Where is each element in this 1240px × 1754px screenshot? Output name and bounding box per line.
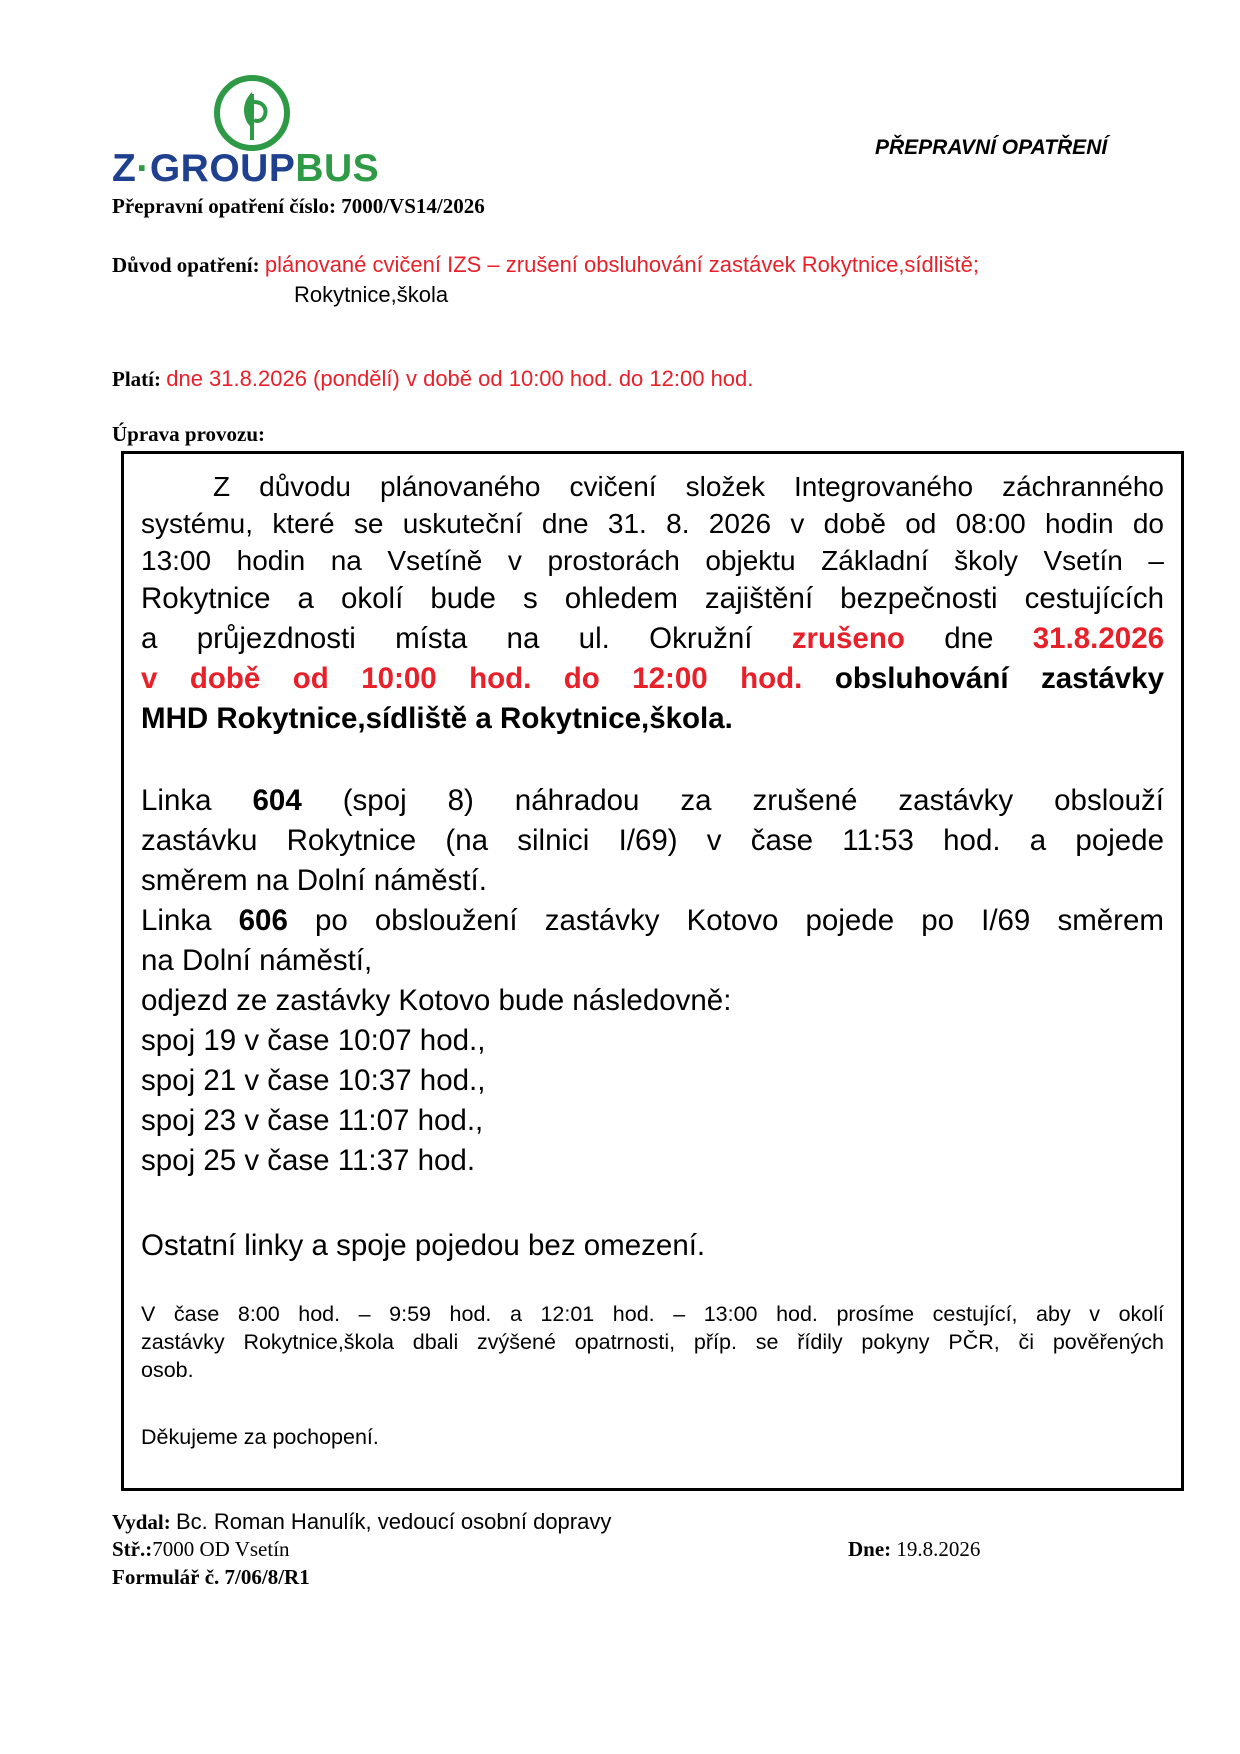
company-logo-icon (213, 74, 291, 152)
note-line3: osob. (141, 1358, 194, 1382)
valid-label: Platí: (112, 367, 161, 391)
line-number-604: 604 (252, 784, 302, 817)
para2-line4 (141, 901, 1164, 941)
para2-line1 (141, 781, 1164, 821)
issued-by-value: Bc. Roman Hanulík, vedoucí osobní dopravy (176, 1509, 612, 1534)
traffic-change-label: Úprava provozu: (112, 422, 266, 446)
center-line (112, 1537, 290, 1562)
notice-paragraph-1 (141, 468, 1164, 739)
notice-note (141, 1300, 1164, 1384)
para2-line1-rest: (spoj 8) náhradou za zrušené zastávky obslouží (342, 784, 1165, 817)
line-word-1: Linka (141, 784, 212, 817)
para2-line6: odjezd ze zastávky Kotovo bude následovně: (141, 984, 732, 1017)
note-line1: V čase 8:00 hod. – 9:59 hod. a 12:01 hod. – 13:00 hod. prosíme cestující, aby v okolí (141, 1302, 1164, 1326)
center-value: 7000 OD Vsetín (152, 1537, 290, 1561)
note-line2: zastávky Rokytnice,škola dbali zvýšené opatrnosti, příp. se řídily pokyny PČR, či pověřených (141, 1330, 1164, 1354)
valid-line (112, 366, 753, 392)
para1-line3: 13:00 hodin na Vsetíně v prostorách objektu Základní školy Vsetín – (141, 545, 1164, 576)
notice-box (121, 451, 1184, 1491)
para2-line2: zastávku Rokytnice (na silnici I/69) v čase 11:53 hod. a pojede (141, 824, 1164, 857)
issued-by-label: Vydal: (112, 1510, 171, 1534)
issued-by-line (112, 1509, 611, 1535)
form-number: Formulář č. 7/06/8/R1 (112, 1565, 310, 1589)
para1-line4: Rokytnice a okolí bude s ohledem zajištění bezpečnosti cestujících (141, 582, 1164, 615)
line-number-606: 606 (238, 904, 288, 937)
company-logo-wordmark (112, 149, 379, 188)
cancelled-time-range: v době od 10:00 hod. do 12:00 hod. (141, 662, 803, 695)
para2-line5: na Dolní náměstí, (141, 944, 373, 977)
para1-line6-rest: obsluhování zastávky (834, 662, 1164, 695)
thanks-text: Děkujeme za pochopení. (141, 1425, 379, 1449)
para1-line6 (141, 659, 1164, 699)
reason-line (112, 252, 979, 278)
trip-item: spoj 23 v čase 11:07 hod., (141, 1104, 484, 1137)
para1-line2: systému, které se uskuteční dne 31. 8. 2026 v době od 08:00 hodin do (141, 508, 1164, 539)
cancelled-word: zrušeno (791, 622, 905, 655)
reason-text-line1: plánované cvičení IZS – zrušení obsluhování zastávek Rokytnice,sídliště; (264, 252, 980, 277)
notice-paragraph-2 (141, 781, 1164, 1181)
para1-line5 (141, 619, 1164, 659)
para2-line3: směrem na Dolní náměstí. (141, 864, 487, 897)
date-label: Dne: (848, 1537, 892, 1561)
para1-line7: MHD Rokytnice,sídliště a Rokytnice,škola. (141, 702, 733, 735)
trip-item: spoj 25 v čase 11:37 hod. (141, 1144, 476, 1177)
logo-bus: BUS (295, 147, 380, 190)
para1-line5-text: a průjezdnosti místa na ul. Okružní (141, 622, 753, 655)
date-value: 19.8.2026 (896, 1537, 981, 1561)
trip-item: spoj 21 v čase 10:37 hod., (141, 1064, 486, 1097)
para2-line4-rest: po obsloužení zastávky Kotovo pojede po I/69 směrem (314, 904, 1164, 937)
line-word-2: Linka (141, 904, 212, 937)
measure-number-value: 7000/VS14/2026 (341, 194, 485, 218)
logo-z: Z (112, 147, 137, 190)
valid-value: dne 31.8.2026 (pondělí) v době od 10:00 hod. do 12:00 hod. (166, 366, 754, 391)
other-lines-text: Ostatní linky a spoje pojedou bez omezení. (141, 1229, 706, 1262)
reason-text-line2: Rokytnice,škola (294, 282, 449, 307)
cancelled-date: 31.8.2026 (1032, 622, 1165, 655)
measure-number-line (112, 194, 485, 219)
logo-group: GROUP (149, 147, 296, 190)
reason-label: Důvod opatření: (112, 253, 260, 277)
para1-line5-mid: dne (944, 622, 994, 655)
para1-line1: Z důvodu plánovaného cvičení složek Integrovaného záchranného (213, 471, 1164, 502)
center-label: Stř.: (112, 1537, 153, 1561)
trip-item: spoj 19 v čase 10:07 hod., (141, 1024, 486, 1057)
date-line (848, 1537, 980, 1562)
logo-dot: · (136, 147, 150, 190)
measure-number-label: Přepravní opatření číslo: (112, 194, 336, 218)
document-heading: PŘEPRAVNÍ OPATŘENÍ (875, 136, 1108, 159)
